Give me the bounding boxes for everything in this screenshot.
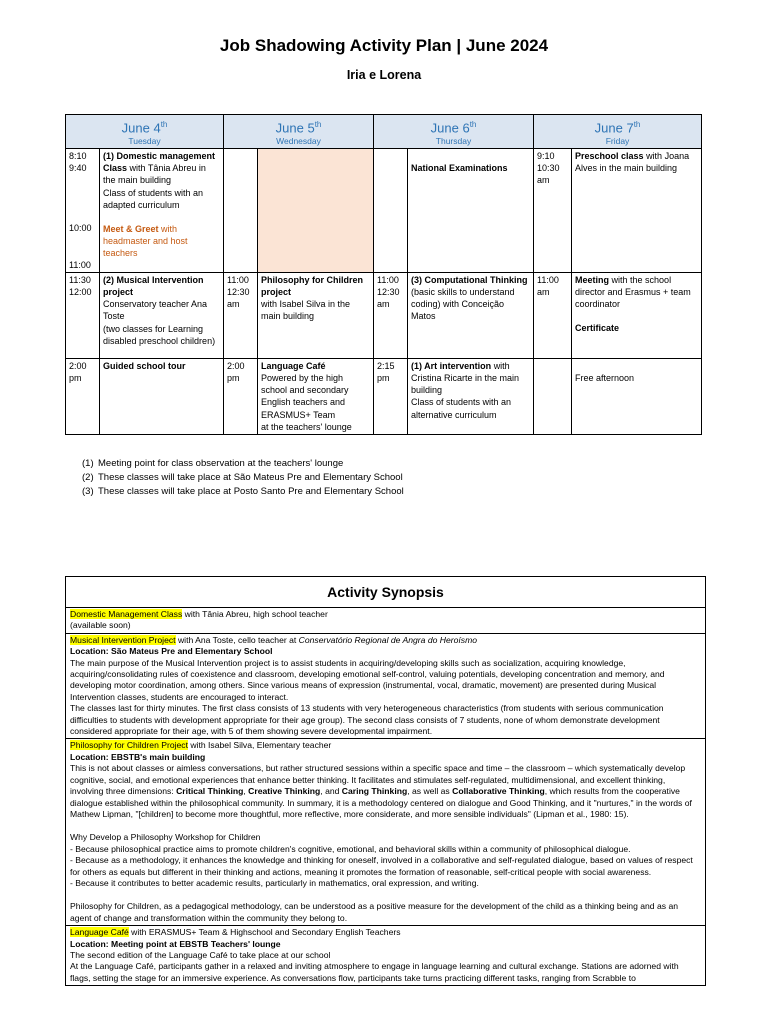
activity-synopsis (65, 576, 706, 986)
activity-cell: (2) Musical Intervention project Conservatory teacher Ana Toste (two classes for Learning disabled preschool children) (100, 272, 224, 358)
time-cell: 9:10 10:30 am (534, 149, 572, 273)
synopsis-philosophy: Philosophy for Children Project with Isabel Silva, Elementary teacher Location: EBSTB's main building This is not about classes or aimless conversations, but rather structured sessions within a specific space and time – the classroom – which systematically develop cognitive, social, and emotional experiences that enhance better thinking. It facilitates and stimulates self-regulated, multidimensional, and excellent thinking, involving three dimensions: Critical Thinking, Creative Thinking, and Caring Thinking, as well as Collaborative Thinking, which results from the cooperative dialogue established within the philosophical community. In summary, it is a methodology centered on dialogue and Good Thinking, and it "nurtures," in the words of Mathew Lipman, "[children] to become more thoughtful, more reflective, more considerate, and more sensible individuals" (Lipman et al., 1980: 15). Why Develop a Philosophy Workshop for Children - Because philosophical practice aims to promote children's cognitive, emotional, and behavioral skills within a community of philosophical dialogue. - Because as a methodology, it enhances the knowledge and thinking for oneself, involved in a collaborative and self-regulated dialogue, based on values of respect for others as equals but different in their thinking and actions, meaning it promotes the formation of reasonable, self-critical people with social awareness. - Because it contributes to better academic results, particularly in mathematics, oral expression, and writing. Philosophy for Children, as a pedagogical methodology, can be understood as a positive measure for the development of the child as a thinking being and as an agent of change and transformation within the community they belong to. (66, 739, 705, 926)
activity-cell: Meeting with the school director and Erasmus + team coordinator Certificate (572, 272, 702, 358)
synopsis-language-cafe: Language Café with ERASMUS+ Team & Highschool and Secondary English Teachers Location: Meeting point at EBSTB Teachers' lounge The second edition of the Language Café to take place at our school At the Language Café, participants gather in a relaxed and inviting atmosphere to engage in language learning and cultural exchange. Stations are adorned with flags, setting the stage for an immersive experience. As conversations flow, participants take turns practicing different tasks, ranging from Scrabble to (70, 927, 679, 983)
schedule-header-row (66, 115, 702, 149)
activity-cell: Preschool class with Joana Alves in the main building (572, 149, 702, 273)
schedule-row-midday (66, 272, 702, 358)
time-cell: 11:00 12:30 am (224, 272, 258, 358)
activity-cell: (3) Computational Thinking (basic skills to understand coding) with Conceição Matos (408, 272, 534, 358)
schedule-row-morning (66, 149, 702, 273)
day-header-wednesday: June 5th Wednesday (224, 115, 374, 149)
time-cell: 11:00 am (534, 272, 572, 358)
day-header-friday: June 7th Friday (534, 115, 702, 149)
time-cell: 2:00 pm (224, 358, 258, 434)
day-header-tuesday: June 4th Tuesday (66, 115, 224, 149)
footnote: (1) Meeting point for class observation at the teachers' lounge (82, 458, 344, 469)
synopsis-musical: Musical Intervention Project with Ana Toste, cello teacher at Conservatório Regional de Angra do Heroísmo Location: São Mateus Pre and Elementary School The main purpose of the Musical Intervention project is to assist students in acquiring/developing skills such as socialization, acquiring knowledge, acquiring/consolidating rules of coexistence and classroom, developing emotional self-control, valuing potentials, developing concentration and memory, and developing motor coordination, among others. Since various means of expression (instrumental, vocal, dramatic, movement) are presented during Musical Intervention classes, students are encouraged to interact. The classes last for thirty minutes. The first class consists of 13 students with very heterogeneous characteristics (from students with serious communication difficulties to students with development appropriate for their age group). The second class consists of 7 students, none of whom demonstrate development considered appropriate for their age, with 5 of them showing severe developmental impairment. (66, 634, 705, 740)
schedule-table (65, 114, 702, 435)
footnote: (2) These classes will take place at São Mateus Pre and Elementary School (82, 472, 403, 483)
time-cell: 11:00 12:30 am (374, 272, 408, 358)
time-cell: 11:30 12:00 (66, 272, 100, 358)
activity-cell: Guided school tour (100, 358, 224, 434)
activity-cell: Language Café Powered by the high school and secondary English teachers and ERASMUS+ Team at the teachers' lounge (258, 358, 374, 434)
time-cell: 2:15 pm (374, 358, 408, 434)
page-title: Job Shadowing Activity Plan | June 2024 (219, 36, 549, 55)
day-header-thursday: June 6th Thursday (374, 115, 534, 149)
activity-cell: Free afternoon (572, 358, 702, 434)
activity-cell: Philosophy for Children project with Isabel Silva in the main building (258, 272, 374, 358)
activity-cell: National Examinations (408, 149, 534, 273)
footnotes (82, 457, 404, 499)
activity-cell: (1) Art intervention with Cristina Ricarte in the main building Class of students with an alternative curriculum (408, 358, 534, 434)
activity-cell: (1) Domestic management Class with Tânia Abreu in the main building Class of students with an adapted curriculum Meet & Greet with headmaster and host teachers (100, 149, 224, 273)
time-cell: 8:10 9:40 10:00 11:00 (66, 149, 100, 273)
synopsis-title: Activity Synopsis (66, 577, 705, 608)
time-cell: 2:00 pm (66, 358, 100, 434)
footnote: (3) These classes will take place at Posto Santo Pre and Elementary School (82, 486, 404, 497)
page-subtitle: Iria e Lorena (346, 68, 422, 82)
synopsis-domestic: Domestic Management Class with Tânia Abreu, high school teacher (available soon) (66, 608, 705, 634)
blocked-cell (258, 149, 374, 273)
schedule-row-afternoon (66, 358, 702, 434)
